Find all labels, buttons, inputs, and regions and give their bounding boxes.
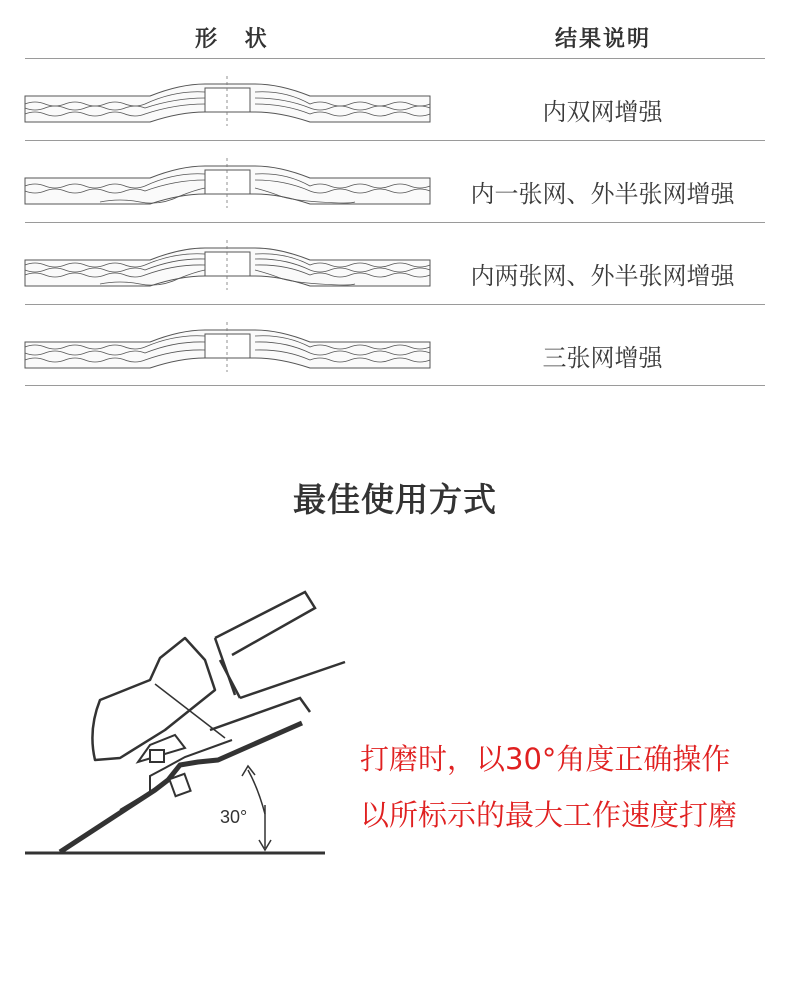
row-label-4: 三张网增强 xyxy=(542,344,663,372)
table-bottom-divider xyxy=(25,385,765,386)
row-divider-2 xyxy=(25,222,765,223)
instruction-line-2: 以所标示的最大工作速度打磨 xyxy=(360,798,738,832)
angle-label: 30° xyxy=(220,807,248,827)
row-label-3: 内两张网、外半张网增强 xyxy=(470,262,735,290)
row-label-1: 内双网增强 xyxy=(542,98,663,126)
usage-section-title: 最佳使用方式 xyxy=(293,480,497,519)
disc-cross-section-diagram-1 xyxy=(25,76,430,126)
disc-cross-section-diagram-4 xyxy=(25,322,430,372)
instruction-line-1: 打磨时，以30°角度正确操作 xyxy=(360,742,731,776)
shape-column-header: 形 状 xyxy=(195,27,277,52)
disc-cross-section-diagram-3 xyxy=(25,240,430,290)
result-column-header: 结果说明 xyxy=(555,27,652,52)
header-divider xyxy=(25,58,765,59)
row-label-2: 内一张网、外半张网增强 xyxy=(470,180,735,208)
row-divider-1 xyxy=(25,140,765,141)
disc-cross-section-diagram-2 xyxy=(25,158,430,208)
row-divider-3 xyxy=(25,304,765,305)
angle-grinder-illustration xyxy=(0,580,360,870)
